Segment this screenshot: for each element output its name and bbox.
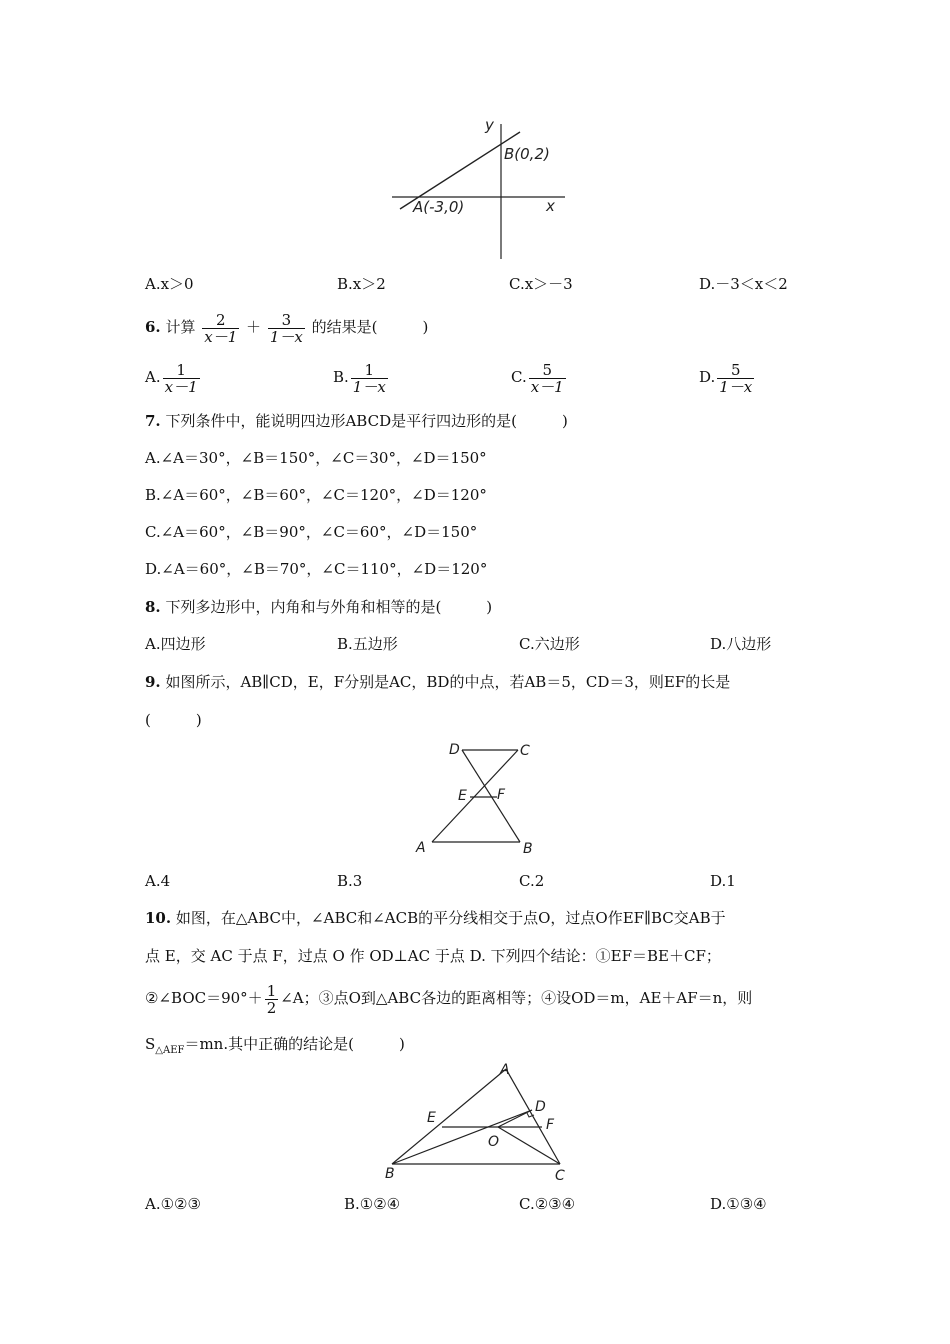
q5-option-b[interactable]: B.x＞2	[337, 275, 386, 293]
q10-line-3: ②∠BOC＝90°＋ $\frac{1}{2}$ ∠A；③点O到△ABC各边的距离相等；④设OD＝m，AE＋AF＝n，则	[145, 981, 753, 1017]
q9-stem: 9. 如图所示，AB∥CD，E，F分别是AC，BD的中点，若AB＝5，CD＝3，则EF的长是	[145, 673, 731, 691]
q8-option-c[interactable]: C.六边形	[519, 635, 580, 653]
q10-label-c: C	[555, 1168, 565, 1184]
q9-label-c: C	[520, 743, 530, 759]
q6-stem	[145, 310, 428, 345]
q9-label-a: A	[416, 840, 426, 856]
q6-option-a[interactable]: A. $\frac{1}{x-1}$	[145, 360, 198, 396]
q7-option-a[interactable]: A.∠A＝30°，∠B＝150°，∠C＝30°，∠D＝150°	[145, 449, 487, 467]
q10-option-d[interactable]: D.①③④	[710, 1195, 767, 1213]
q9-figure	[410, 738, 550, 860]
y-axis-label: y	[485, 116, 494, 134]
q9-option-d[interactable]: D.1	[710, 872, 736, 890]
q10-figure	[378, 1060, 578, 1185]
q5-linear-graph	[380, 112, 580, 262]
q7-option-d[interactable]: D.∠A＝60°，∠B＝70°，∠C＝110°，∠D＝120°	[145, 560, 488, 578]
q6-prefix: 计算	[165, 318, 196, 336]
q7-option-b[interactable]: B.∠A＝60°，∠B＝60°，∠C＝120°，∠D＝120°	[145, 486, 487, 504]
q10-line-1: 10. 如图，在△ABC中，∠ABC和∠ACB的平分线相交于点O，过点O作EF∥BC交AB于	[145, 909, 726, 927]
q9-option-a[interactable]: A.4	[145, 872, 171, 890]
q7-stem: 7. 下列条件中，能说明四边形ABCD是平行四边形的是( )	[145, 412, 568, 430]
q6-fraction-1: $\frac{2}{x-1}$	[204, 310, 238, 346]
q6-plus: ＋	[246, 318, 262, 336]
q9-option-b[interactable]: B.3	[337, 872, 363, 890]
q6-fraction-2: $\frac{3}{1-x}$	[269, 310, 303, 346]
q6-number: 6.	[145, 318, 161, 336]
q10-line-2: 点 E，交 AC 于点 F，过点 O 作 OD⊥AC 于点 D. 下列四个结论：①EF＝BE＋CF；	[145, 947, 721, 965]
q10-label-a: A	[500, 1062, 510, 1078]
q6-option-d[interactable]: D. $\frac{5}{1-x}$	[699, 360, 753, 396]
q5-option-c[interactable]: C.x＞－3	[509, 275, 573, 293]
q10-label-d: D	[535, 1099, 546, 1115]
q10-label-e: E	[427, 1110, 436, 1126]
q9-paren: ( )	[145, 711, 202, 729]
q7-option-c[interactable]: C.∠A＝60°，∠B＝90°，∠C＝60°，∠D＝150°	[145, 523, 478, 541]
q9-option-c[interactable]: C.2	[519, 872, 545, 890]
q6-option-c[interactable]: C. $\frac{5}{x-1}$	[511, 360, 564, 396]
q9-label-f: F	[497, 787, 506, 803]
q10-line-4: $S_{\triangle AEF}=mn$.其中正确的结论是( )	[145, 1035, 405, 1056]
q9-label-e: E	[458, 788, 467, 804]
q6-suffix: 的结果是( )	[311, 318, 429, 336]
x-axis-label: x	[546, 197, 555, 215]
q8-option-d[interactable]: D.八边形	[710, 635, 772, 653]
q9-label-b: B	[523, 841, 533, 857]
q10-label-o: O	[488, 1134, 500, 1150]
q8-option-b[interactable]: B.五边形	[337, 635, 398, 653]
q8-option-a[interactable]: A.四边形	[145, 635, 206, 653]
q6-option-b[interactable]: B. $\frac{1}{1-x}$	[333, 360, 386, 396]
q10-option-c[interactable]: C.②③④	[519, 1195, 576, 1213]
q10-half-fraction: $\frac{1}{2}$	[266, 981, 277, 1017]
q10-label-b: B	[385, 1166, 395, 1182]
point-b-label: B(0,2)	[504, 145, 550, 163]
point-a-label: A(-3,0)	[413, 198, 465, 216]
q9-label-d: D	[449, 742, 460, 758]
q8-stem: 8. 下列多边形中，内角和与外角和相等的是( )	[145, 598, 493, 616]
q5-option-d[interactable]: D.－3＜x＜2	[699, 275, 788, 293]
q5-option-a[interactable]: A.x＞0	[145, 275, 194, 293]
q10-option-b[interactable]: B.①②④	[344, 1195, 401, 1213]
q10-label-f: F	[546, 1117, 555, 1133]
q10-option-a[interactable]: A.①②③	[145, 1195, 201, 1213]
